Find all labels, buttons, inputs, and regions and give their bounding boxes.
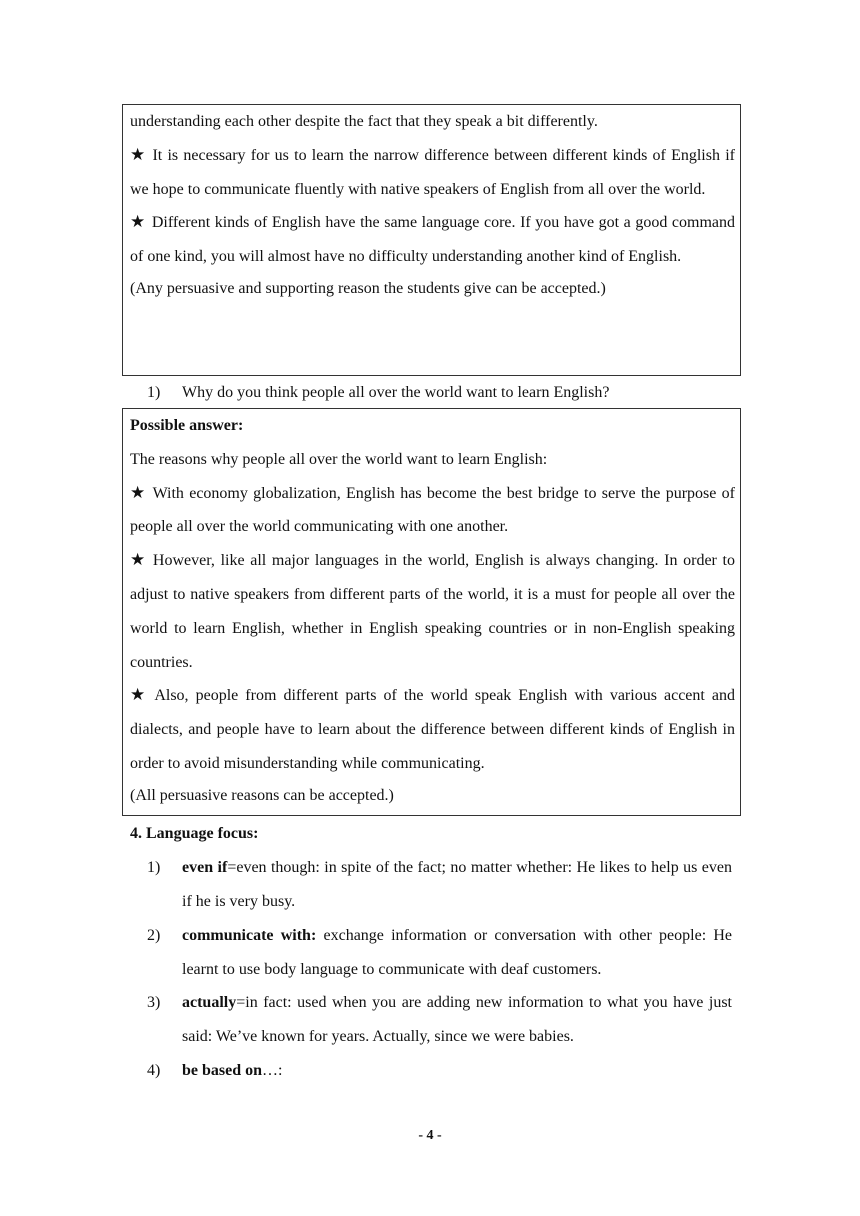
language-item	[182, 986, 732, 1054]
star-icon: ★	[130, 144, 147, 165]
answer-point: ★ Also, people from different parts of the world speak English with various accent and dialects, and people have to learn about the difference between different kinds of English in order to avoid misunderstanding while communicating.	[130, 685, 736, 772]
section-heading: 4. Language focus:	[130, 825, 259, 842]
answer-note: (All persuasive reasons can be accepted.)	[130, 786, 394, 804]
item-term: even if	[182, 859, 228, 876]
star-icon: ★	[130, 212, 146, 233]
language-item	[182, 919, 732, 987]
star-icon: ★	[130, 550, 147, 571]
item-text: =in fact: used when you are adding new information to what you have just said: We’ve known for years. Actually, since we were babies.	[182, 994, 732, 1045]
answer-point: ★ With economy globalization, English has become the best bridge to serve the purpose of people all over the world communicating with one another.	[130, 482, 735, 536]
answer-point: ★ However, like all major languages in the world, English is always changing. In order to adjust to native speakers from different parts of the world, it is a must for people all over the world to learn English, whether in English speaking countries or in non-English speaking countries.	[130, 550, 735, 671]
box1-note: (Any persuasive and supporting reason the students give can be accepted.)	[130, 279, 606, 297]
item-number: 4)	[147, 1062, 161, 1079]
item-term: communicate with:	[182, 927, 317, 944]
possible-answer-heading: Possible answer:	[130, 417, 244, 434]
item-number: 1)	[147, 859, 161, 876]
item-text: =even though: in spite of the fact; no matter whether: He likes to help us even if he is very busy.	[182, 859, 733, 910]
item-term: be based on	[182, 1062, 263, 1079]
answer-box-continued	[122, 104, 741, 376]
possible-answer-intro: The reasons why people all over the world want to learn English:	[130, 450, 548, 468]
item-number: 3)	[147, 994, 161, 1011]
item-text: exchange information or conversation with other people: He learnt to use body language to communicate with deaf customers.	[182, 927, 733, 978]
star-icon: ★	[130, 685, 149, 706]
box1-point: ★ Different kinds of English have the same language core. If you have got a good command of one kind, you will almost have no difficulty understanding another kind of English.	[130, 212, 735, 266]
question-number: 1)	[147, 384, 161, 401]
item-number: 2)	[147, 927, 161, 944]
box1-line: understanding each other despite the fact that they speak a bit differently.	[130, 113, 598, 130]
star-icon: ★	[130, 482, 147, 503]
language-item	[182, 851, 732, 919]
language-item	[182, 1054, 732, 1088]
page-number: - 4 -	[418, 1128, 442, 1143]
box1-point: ★ It is necessary for us to learn the narrow difference between different kinds of English if we hope to communicate fluently with native speakers of English from all over the world.	[130, 144, 735, 198]
question-text: Why do you think people all over the world want to learn English?	[182, 384, 610, 401]
item-text: …:	[262, 1062, 283, 1079]
item-term: actually	[182, 994, 237, 1011]
possible-answer-box	[122, 408, 741, 816]
